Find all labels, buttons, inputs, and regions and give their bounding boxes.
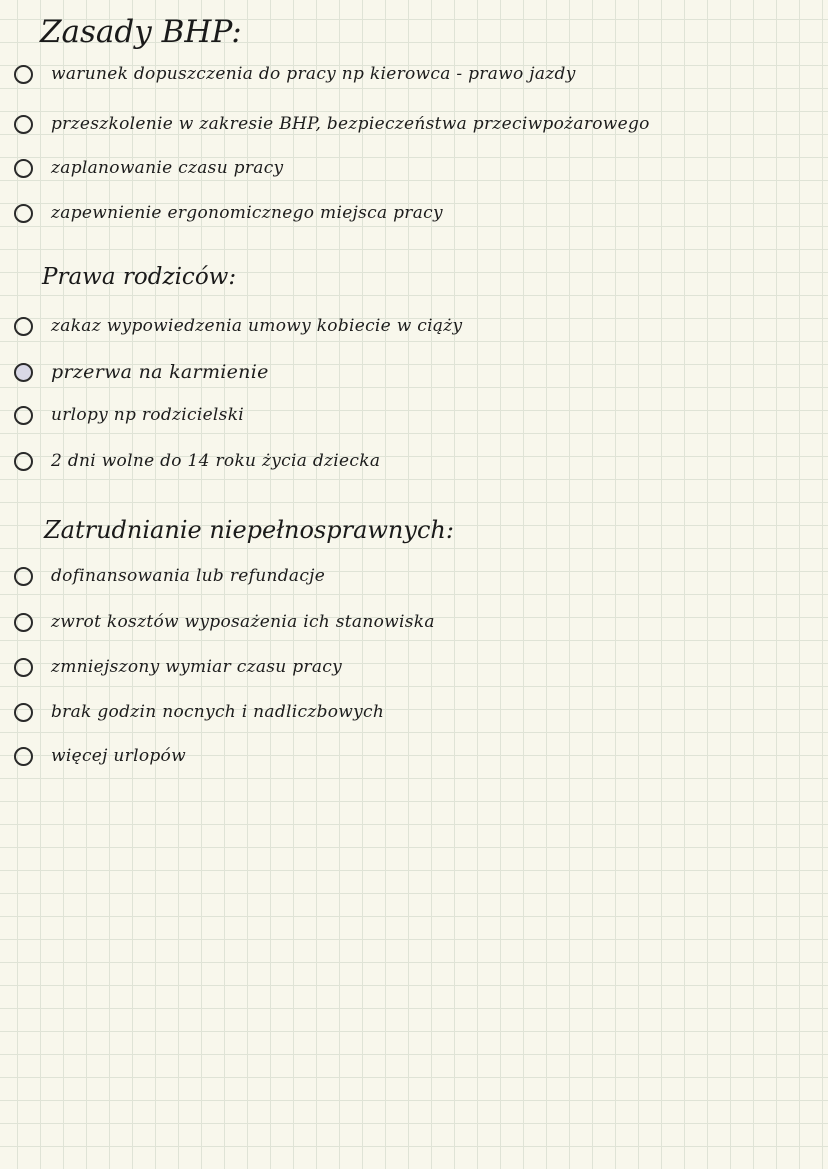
section-heading-disabled-employment: Zatrudnianie niepełnosprawnych: [44, 516, 454, 544]
circle-bullet-icon [14, 65, 33, 84]
section-heading-bhp: Zasady BHP: [40, 14, 242, 50]
circle-bullet-icon [14, 115, 33, 134]
list-item-text: urlopy np rodzicielski [51, 405, 245, 425]
list-item [14, 203, 443, 223]
circle-bullet-icon [14, 703, 33, 722]
list-item-text: brak godzin nocnych i nadliczbowych [51, 702, 385, 722]
list-item [14, 746, 186, 766]
list-item [14, 316, 462, 336]
list-item-text: przerwa na karmienie [51, 361, 269, 383]
circle-bullet-icon [14, 747, 33, 766]
list-item [14, 612, 435, 632]
list-item-text: zakaz wypowiedzenia umowy kobiecie w ciąży [51, 316, 463, 336]
list-item [14, 702, 384, 722]
list-item-text: 2 dni wolne do 14 roku życia dziecka [51, 451, 381, 471]
circle-bullet-icon [14, 406, 33, 425]
circle-bullet-icon [14, 613, 33, 632]
circle-bullet-icon [14, 567, 33, 586]
list-item [14, 361, 269, 383]
list-item-text: więcej urlopów [51, 746, 186, 766]
circle-bullet-icon [14, 159, 33, 178]
list-item [14, 405, 244, 425]
section-heading-parents: Prawa rodziców: [42, 264, 237, 290]
list-item [14, 114, 650, 134]
circle-bullet-icon [14, 452, 33, 471]
list-item-text: zwrot kosztów wyposażenia ich stanowiska [51, 612, 435, 632]
circle-bullet-icon [14, 658, 33, 677]
list-item [14, 451, 380, 471]
list-item [14, 64, 576, 84]
circle-bullet-icon [14, 204, 33, 223]
circle-bullet-icon [14, 363, 33, 382]
list-item-text: warunek dopuszczenia do pracy np kierowca - prawo jazdy [51, 64, 576, 84]
list-item-text: zapewnienie ergonomicznego miejsca pracy [51, 203, 443, 223]
list-item-text: zmniejszony wymiar czasu pracy [51, 657, 343, 677]
list-item [14, 657, 342, 677]
list-item [14, 566, 325, 586]
list-item [14, 158, 283, 178]
list-item-text: przeszkolenie w zakresie BHP, bezpieczeństwa przeciwpożarowego [51, 114, 650, 134]
circle-bullet-icon [14, 317, 33, 336]
list-item-text: zaplanowanie czasu pracy [51, 158, 284, 178]
list-item-text: dofinansowania lub refundacje [51, 566, 326, 586]
